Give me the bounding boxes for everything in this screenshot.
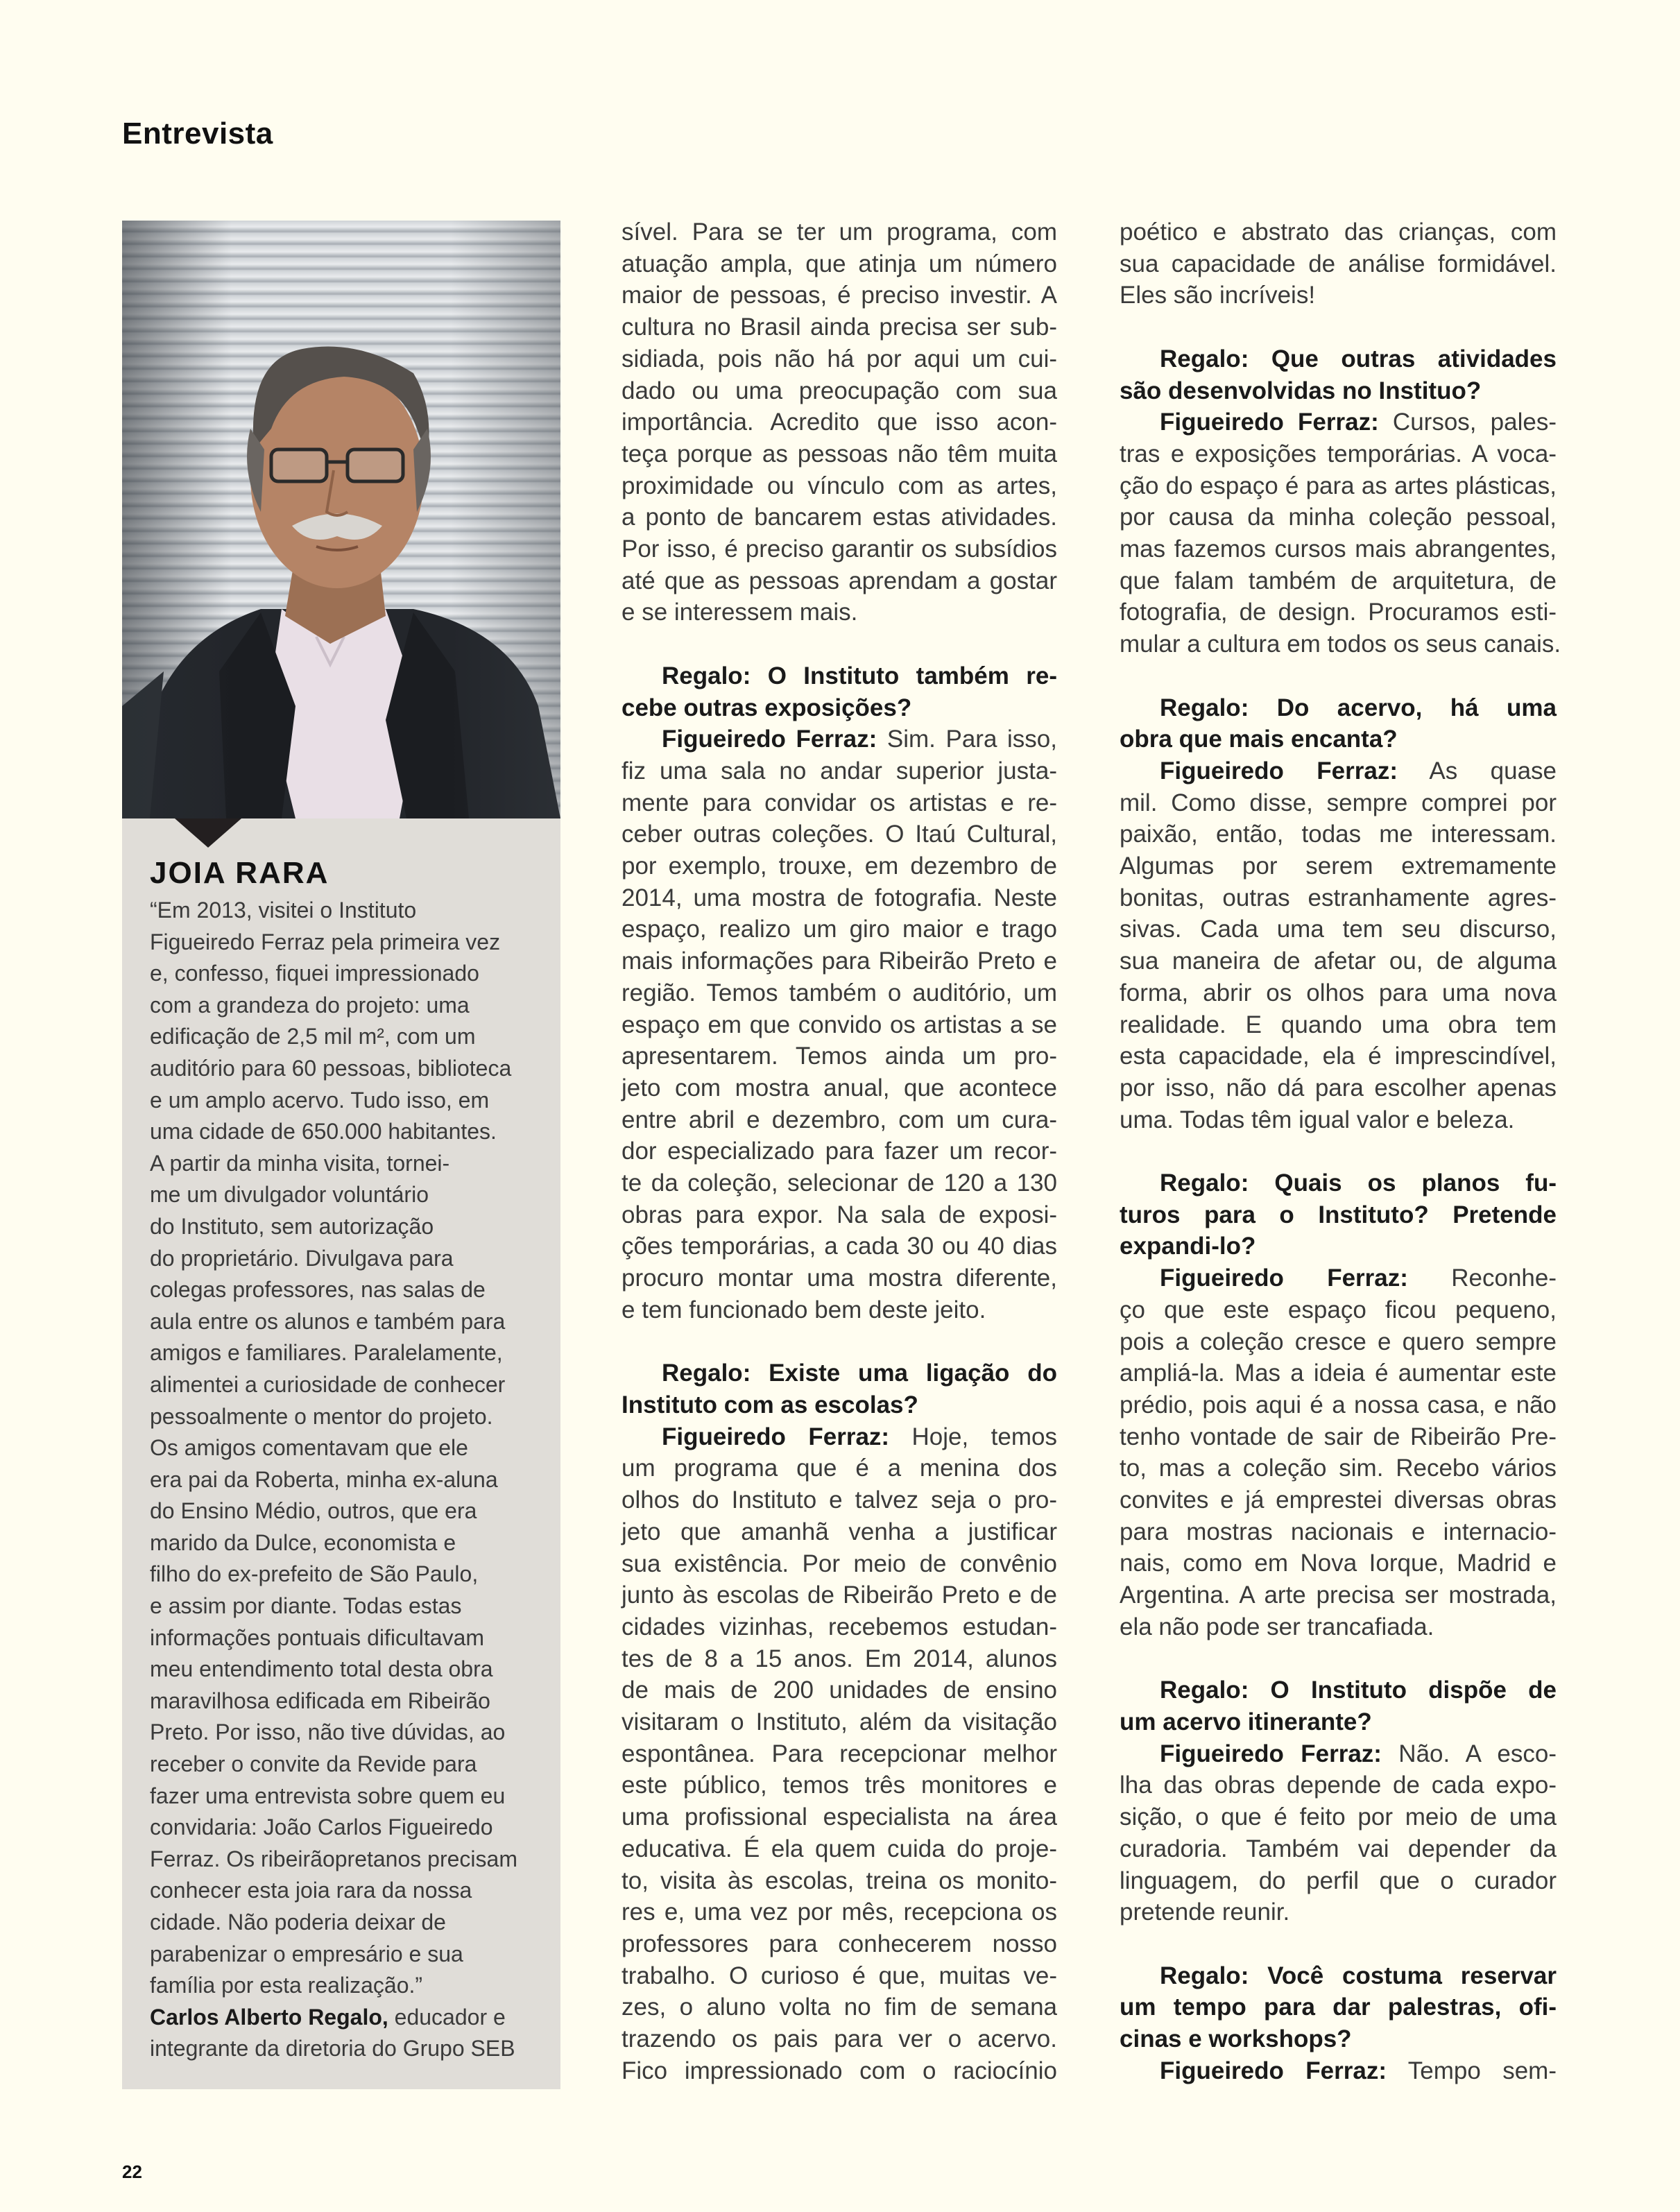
body-text-line: mular a cultura em todos os seus canais. [1120, 631, 1561, 658]
body-text-line: sua capacidade de análise formidável. [1120, 250, 1557, 277]
body-text-line: prédio, pois aqui é a nossa casa, e não [1120, 1391, 1557, 1418]
body-text-line: dado ou uma preocupação com sua [622, 377, 1057, 404]
body-text-line: olhos do Instituto e talvez seja o pro- [622, 1486, 1057, 1514]
body-text-line: ela não pode ser trancafiada. [1120, 1613, 1434, 1640]
answer-line [1120, 1738, 1557, 1770]
body-text-line: teça porque as pessoas não têm muita [622, 440, 1057, 468]
body-text-line: linguagem, do perfil que o curador [1120, 1867, 1557, 1894]
body-text-line: fotografia, de design. Procuramos esti- [1120, 599, 1557, 626]
quote-line: e um amplo acervo. Tudo isso, em [150, 1087, 490, 1113]
paragraph-gap [622, 628, 1057, 660]
quote-line: marido da Dulce, economista e [150, 1529, 456, 1555]
page-number: 22 [122, 2161, 142, 2182]
body-text-line: atuação ampla, que atinja um número [622, 250, 1057, 277]
signature-name: Carlos Alberto Regalo, [150, 2004, 388, 2030]
signature-affiliation: integrante da diretoria do Grupo SEB [150, 2036, 515, 2061]
body-text-line: a ponto de bancarem estas atividades. [622, 504, 1057, 531]
interview-question-line: Regalo: Existe uma ligação do [662, 1360, 1057, 1387]
speaker-label: Figueiredo Ferraz: [1160, 409, 1379, 436]
speaker-label: Figueiredo Ferraz: [1160, 2057, 1387, 2084]
body-text-line: uma profissional especialista na área [622, 1803, 1057, 1831]
speaker-label: Figueiredo Ferraz: [1160, 1740, 1382, 1767]
interview-question-line: Regalo: O Instituto também re- [662, 662, 1057, 689]
signature-role: educador e [388, 2004, 506, 2030]
body-text-line: pretende reunir. [1120, 1898, 1290, 1926]
body-text-line: fiz uma sala no andar superior justa- [622, 757, 1057, 785]
quote-box-body [150, 895, 547, 2065]
body-text-line: res e, uma vez por mês, recepciona os [622, 1898, 1057, 1926]
body-text-line: de mais de 200 unidades de ensino [622, 1677, 1057, 1704]
body-text-line: te da coleção, selecionar de 120 a 130 [622, 1169, 1057, 1197]
paragraph-gap [622, 1326, 1057, 1358]
quote-line: filho do ex-prefeito de São Paulo, [150, 1561, 479, 1587]
quote-line: parabenizar o empresário e sua [150, 1941, 463, 1966]
interview-question-line: cinas e workshops? [1120, 2025, 1352, 2052]
interview-question-line: turos para o Instituto? Pretende [1120, 1201, 1557, 1228]
body-text-line: curadoria. Também vai depender da [1120, 1835, 1557, 1862]
paragraph-gap [1120, 660, 1557, 692]
quote-line: e, confesso, fiquei impressionado [150, 961, 479, 986]
interview-question-line: obra que mais encanta? [1120, 726, 1398, 753]
interview-question-line: Regalo: Do acervo, há uma [1160, 694, 1557, 721]
quote-box-title: JOIA RARA [150, 856, 329, 890]
quote-line: informações pontuais dificultavam [150, 1624, 485, 1650]
quote-line: alimentei a curiosidade de conhecer [150, 1371, 506, 1397]
body-text-line: tras e exposições temporárias. A voca- [1120, 440, 1557, 468]
quote-line: conhecer esta joia rara da nossa [150, 1878, 472, 1903]
paragraph-gap [1120, 311, 1557, 343]
answer-line [1120, 2055, 1557, 2087]
answer-text: Tempo sem- [1387, 2057, 1557, 2084]
interview-question-line: Regalo: Quais os planos fu- [1160, 1169, 1557, 1197]
body-text-line: zes, o aluno volta no fim de semana [622, 1994, 1057, 2021]
body-text-line: cidades vizinhas, recebemos estudan- [622, 1613, 1057, 1640]
body-text-line: sua existência. Por meio de convênio [622, 1550, 1057, 1577]
quote-line: do Instituto, sem autorização [150, 1213, 434, 1239]
body-text-line: que falam também de arquitetura, de [1120, 567, 1557, 594]
body-text-line: ampliá-la. Mas a ideia é aumentar este [1120, 1360, 1557, 1387]
body-text-line: espontânea. Para recepcionar melhor [622, 1740, 1057, 1767]
photo-vignette [122, 221, 560, 818]
body-text-line: por causa da minha coleção pessoal, [1120, 504, 1557, 531]
body-text-line: sição, o que é feito por meio de uma [1120, 1803, 1557, 1831]
quote-line: fazer uma entrevista sobre quem eu [150, 1783, 506, 1808]
body-text-line: Argentina. A arte precisa ser mostrada, [1120, 1581, 1557, 1609]
body-text-line: bonitas, outras estranhamente agres- [1120, 884, 1557, 911]
quote-line: do proprietário. Divulgava para [150, 1245, 454, 1271]
body-text-line: tes de 8 a 15 anos. Em 2014, alunos [622, 1645, 1057, 1672]
interview-question-line: Regalo: Você costuma reservar [1160, 1962, 1557, 1989]
body-text-line: sível. Para se ter um programa, com [622, 218, 1057, 246]
body-text-line: mais informações para Ribeirão Preto e [622, 948, 1057, 975]
quote-line: Ferraz. Os ribeirãopretanos precisam [150, 1846, 517, 1871]
body-text-line: sua maneira de afetar ou, de alguma [1120, 948, 1557, 975]
body-text-line: realidade. E quando uma obra tem [1120, 1011, 1557, 1038]
paragraph-gap [1120, 1135, 1557, 1167]
quote-line: convidaria: João Carlos Figueiredo [150, 1815, 493, 1840]
body-text-line: to, mas a coleção sim. Recebo vários [1120, 1455, 1557, 1482]
quote-signature [150, 2002, 547, 2034]
answer-line [1120, 1262, 1557, 1294]
body-text-line: Algumas por serem extremamente [1120, 852, 1557, 880]
body-text-line: esta capacidade, ela é imprescindível, [1120, 1043, 1557, 1070]
quote-line: uma cidade de 650.000 habitantes. [150, 1119, 497, 1144]
pointer-triangle [175, 818, 241, 848]
section-label: Entrevista [122, 117, 273, 151]
interview-question-line: Regalo: Que outras atividades [1160, 345, 1557, 372]
quote-line: cidade. Não poderia deixar de [150, 1910, 446, 1935]
body-text-line: jeto com mostra anual, que acontece [622, 1074, 1057, 1101]
answer-text: Não. A esco- [1381, 1740, 1557, 1767]
body-text-line: apresentarem. Temos ainda um pro- [622, 1043, 1057, 1070]
quote-line: colegas professores, nas salas de [150, 1277, 486, 1303]
answer-text: Sim. Para isso, [877, 726, 1057, 753]
body-text-line: nais, como em Nova Iorque, Madrid e [1120, 1550, 1557, 1577]
body-text-line: espaço em que convido os artistas a se [622, 1011, 1057, 1038]
body-text-line: visitaram o Instituto, além da visitação [622, 1708, 1057, 1736]
quote-line: me um divulgador voluntário [150, 1182, 429, 1208]
quote-line: A partir da minha visita, tornei- [150, 1150, 450, 1176]
body-text-line: mas fazemos cursos mais abrangentes, [1120, 535, 1557, 563]
quote-line: meu entendimento total desta obra [150, 1656, 493, 1682]
speaker-label: Figueiredo Ferraz: [662, 1423, 890, 1450]
body-text-line: e se interessem mais. [622, 599, 858, 626]
body-text-line: sivas. Cada uma tem seu discurso, [1120, 916, 1557, 943]
body-text-line: cultura no Brasil ainda precisa ser sub- [622, 314, 1057, 341]
quote-line: amigos e familiares. Paralelamente, [150, 1340, 503, 1366]
quote-line: aula entre os alunos e também para [150, 1308, 506, 1334]
quote-line: edificação de 2,5 mil m², com um [150, 1024, 476, 1049]
paragraph-gap [1120, 1643, 1557, 1675]
body-text-line: lha das obras depende de cada expo- [1120, 1772, 1557, 1799]
speaker-label: Figueiredo Ferraz: [662, 726, 877, 753]
body-text-line: maior de pessoas, é preciso investir. A [622, 282, 1057, 309]
answer-line [1120, 406, 1557, 438]
answer-line [622, 1421, 1057, 1453]
body-text-line: mente para convidar os artistas e re- [622, 789, 1057, 816]
answer-text: As quase [1397, 757, 1557, 785]
body-text-line: por isso, não dá para escolher apenas [1120, 1074, 1557, 1101]
quote-box [122, 818, 560, 2089]
body-text-line: mil. Como disse, sempre comprei por [1120, 789, 1557, 816]
interview-question-line: expandi-lo? [1120, 1233, 1256, 1260]
quote-line: era pai da Roberta, minha ex-aluna [150, 1466, 498, 1492]
body-text-line: até que as pessoas aprendam a gostar [622, 567, 1057, 594]
body-text-line: to, visita às escolas, treina os monito- [622, 1867, 1057, 1894]
body-text-line: entre abril e dezembro, com um cura- [622, 1106, 1057, 1133]
body-text-line: região. Temos também o auditório, um [622, 979, 1057, 1006]
body-text-line: por exemplo, trouxe, em dezembro de [622, 852, 1057, 880]
body-text-line: Por isso, é preciso garantir os subsídios [622, 535, 1057, 563]
body-text-line: sidiada, pois não há por aqui um cui- [622, 345, 1057, 372]
speaker-label: Figueiredo Ferraz: [1160, 757, 1398, 785]
body-text-line: tenho vontade de sair de Ribeirão Pre- [1120, 1423, 1557, 1450]
answer-line [1120, 755, 1557, 787]
body-text-line: dor especializado para fazer um recor- [622, 1138, 1057, 1165]
quote-line: Os amigos comentavam que ele [150, 1435, 468, 1461]
quote-line: família por esta realização.” [150, 1973, 423, 1998]
body-text-line: procuro montar uma mostra diferente, [622, 1264, 1057, 1292]
interview-question-line: cebe outras exposições? [622, 694, 912, 721]
quote-line: Preto. Por isso, não tive dúvidas, ao [150, 1720, 506, 1745]
body-text-line: jeto que amanhã venha a justificar [622, 1518, 1057, 1545]
answer-text: Cursos, pales- [1378, 409, 1557, 436]
body-text-line: Fico impressionado com o raciocínio [622, 2057, 1057, 2084]
body-text-line: e tem funcionado bem deste jeito. [622, 1296, 986, 1323]
paragraph-gap [1120, 1928, 1557, 1960]
interviewee-photo [122, 221, 560, 818]
body-text-line: ço que este espaço ficou pequeno, [1120, 1296, 1557, 1323]
body-text-line: proximidade ou vínculo com as artes, [622, 472, 1057, 499]
answer-text: Hoje, temos [889, 1423, 1057, 1450]
body-text-line: convites e já emprestei diversas obras [1120, 1486, 1557, 1514]
body-text-line: importância. Acredito que isso acon- [622, 409, 1057, 436]
body-text-line: pois a coleção cresce e quero sempre [1120, 1328, 1557, 1355]
body-text-line: 2014, uma mostra de fotografia. Neste [622, 884, 1057, 911]
answer-line [622, 723, 1057, 755]
quote-line: auditório para 60 pessoas, biblioteca [150, 1055, 512, 1081]
interview-question-line: Instituto com as escolas? [622, 1391, 918, 1418]
body-text-line: um programa que é a menina dos [622, 1455, 1057, 1482]
quote-line: maravilhosa edificada em Ribeirão [150, 1688, 490, 1713]
quote-line: pessoalmente o mentor do projeto. [150, 1403, 493, 1429]
quote-line: com a grandeza do projeto: uma [150, 992, 470, 1018]
body-text-line: junto às escolas de Ribeirão Preto e de [622, 1581, 1057, 1609]
body-text-line: trazendo os pais para ver o acervo. [622, 2025, 1057, 2053]
interview-question-line: Regalo: O Instituto dispõe de [1160, 1677, 1557, 1704]
sidebar-box [122, 221, 560, 2089]
body-text-line: Eles são incríveis! [1120, 282, 1316, 309]
article-column-2 [1120, 216, 1561, 2086]
body-text-line: ções temporárias, a cada 30 ou 40 dias [622, 1233, 1057, 1260]
answer-text: Reconhe- [1407, 1264, 1557, 1292]
quote-line: e assim por diante. Todas estas [150, 1593, 462, 1619]
interview-question-line: são desenvolvidas no Instituo? [1120, 377, 1482, 404]
body-text-line: ceber outras coleções. O Itaú Cultural, [622, 821, 1057, 848]
body-text-line: este público, temos três monitores e [622, 1772, 1057, 1799]
body-text-line: poético e abstrato das crianças, com [1120, 218, 1557, 246]
article-column-1 [622, 216, 1057, 2086]
body-text-line: trabalho. O curioso é que, muitas ve- [622, 1962, 1057, 1989]
interview-question-line: um acervo itinerante? [1120, 1708, 1372, 1735]
body-text-line: ção do espaço é para as artes plásticas, [1120, 472, 1557, 499]
body-text-line: professores para conhecerem nosso [622, 1930, 1057, 1957]
body-text-line: espaço, realizo um giro maior e trago [622, 916, 1057, 943]
interview-question-line: um tempo para dar palestras, ofi- [1120, 1994, 1557, 2021]
quote-line: Figueiredo Ferraz pela primeira vez [150, 929, 501, 954]
quote-line: do Ensino Médio, outros, que era [150, 1498, 477, 1524]
body-text-line: obras para expor. Na sala de exposi- [622, 1201, 1057, 1228]
body-text-line: forma, abrir os olhos para uma nova [1120, 979, 1557, 1006]
body-text-line: paixão, então, todas me interessam. [1120, 821, 1557, 848]
speaker-label: Figueiredo Ferraz: [1160, 1264, 1408, 1292]
quote-line: “Em 2013, visitei o Instituto [150, 898, 417, 923]
body-text-line: para mostras nacionais e internacio- [1120, 1518, 1557, 1545]
body-text-line: uma. Todas têm igual valor e beleza. [1120, 1106, 1515, 1133]
quote-line: receber o convite da Revide para [150, 1751, 477, 1777]
body-text-line: educativa. É ela quem cuida do proje- [622, 1835, 1057, 1862]
